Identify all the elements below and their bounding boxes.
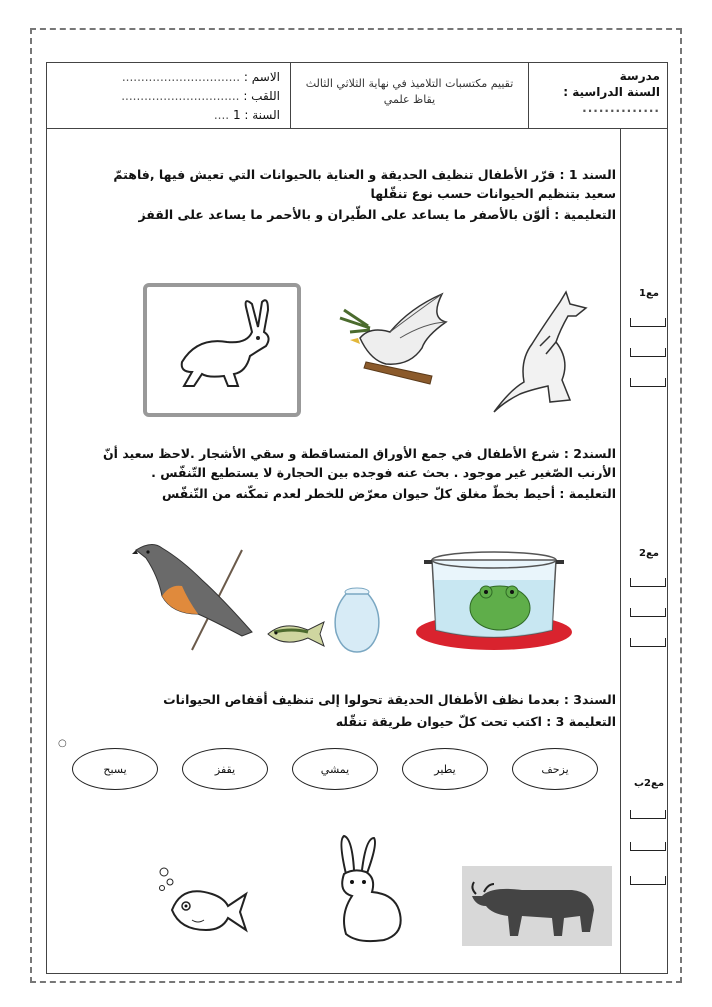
fishbowl-drawing[interactable] bbox=[332, 586, 382, 656]
bird-drawing[interactable] bbox=[132, 540, 257, 655]
score-slot[interactable] bbox=[630, 578, 666, 587]
frog-in-pot-drawing[interactable] bbox=[412, 540, 577, 655]
score-slot[interactable] bbox=[630, 378, 666, 387]
score-slot[interactable] bbox=[630, 318, 666, 327]
section3-score: مع2ب bbox=[633, 778, 665, 789]
name-field[interactable]: ............................... bbox=[121, 70, 241, 84]
eagle-drawing[interactable] bbox=[330, 288, 455, 388]
section2-score: مع2 bbox=[639, 548, 659, 559]
school-label: مدرسة bbox=[619, 69, 660, 83]
section3-prompt: السند3 : بعدما نظف الأطفال الحديقة تحولوا إلى تنظيف أقفاص الحيوانات bbox=[163, 692, 616, 707]
worksheet-header bbox=[46, 62, 668, 129]
surname-label: اللقب : bbox=[243, 89, 280, 103]
section1-score: مع1 bbox=[639, 288, 659, 299]
school-cell bbox=[528, 62, 668, 128]
class-field[interactable]: .... bbox=[213, 108, 230, 122]
word-bubble-flies[interactable]: يطير bbox=[402, 748, 488, 790]
class-label: السنة : 1 bbox=[232, 108, 280, 122]
word-bubble-swims[interactable]: يسبح bbox=[72, 748, 158, 790]
student-cell bbox=[46, 62, 290, 128]
fish-drawing[interactable] bbox=[264, 618, 328, 650]
surname-field[interactable]: ............................... bbox=[121, 89, 240, 103]
score-slot[interactable] bbox=[630, 842, 666, 851]
score-slot[interactable] bbox=[630, 638, 666, 647]
section2-prompt: السند2 : شرع الأطفال في جمع الأوراق المتساقطة و سقي الأشجار .لاحظ سعيد أنّ الأرنب الصّغير غير موجود . بحث عنه فوجده بين الحجارة لا يستطيع التّنفّس . bbox=[103, 446, 616, 480]
score-slot[interactable] bbox=[630, 348, 666, 357]
title-line2: يقاظ علمي bbox=[383, 93, 436, 106]
word-bubble-walks[interactable]: يمشي bbox=[292, 748, 378, 790]
year-dots: .............. bbox=[582, 101, 660, 115]
score-column-divider bbox=[620, 128, 621, 974]
section1-prompt: السند 1 : قرّر الأطفال تنظيف الحديقة و العناية بالحيوانات التي تعيش فيها ,فاهتمّ سعيد بتنظيم الحيوانات حسب نوع تنقّلها bbox=[113, 167, 616, 201]
title-cell bbox=[290, 62, 528, 128]
section1-instruction: التعليمية : ألوّن بالأصفر ما يساعد على الطّيران و بالأحمر ما يساعد على القفز bbox=[138, 207, 616, 222]
score-slot[interactable] bbox=[630, 876, 666, 885]
margin-mark: ○ bbox=[58, 738, 67, 749]
rabbit-drawing[interactable] bbox=[142, 282, 302, 418]
section2-instruction: التعليمة : أحيط بخطّ مغلق كلّ حيوان معرّض للخطر لعدم تمكّنه من التّنفّس bbox=[161, 486, 616, 501]
score-slot[interactable] bbox=[630, 810, 666, 819]
rabbit-sitting-drawing[interactable] bbox=[328, 834, 408, 946]
section3-instruction: التعليمة 3 : اكتب تحت كلّ حيوان طريقة تنقّله bbox=[335, 714, 616, 729]
word-bubble-jumps[interactable]: يقفز bbox=[182, 748, 268, 790]
bull-photo[interactable] bbox=[462, 866, 612, 946]
title-line1: تقييم مكتسبات التلاميذ في نهاية الثلاثي الثالث bbox=[305, 77, 514, 90]
year-label: السنة الدراسية : bbox=[563, 85, 660, 99]
word-bubble-crawls[interactable]: يزحف bbox=[512, 748, 598, 790]
score-slot[interactable] bbox=[630, 608, 666, 617]
kangaroo-drawing[interactable] bbox=[490, 290, 590, 415]
goldfish-drawing[interactable] bbox=[152, 864, 250, 944]
name-label: الاسم : bbox=[243, 70, 280, 84]
